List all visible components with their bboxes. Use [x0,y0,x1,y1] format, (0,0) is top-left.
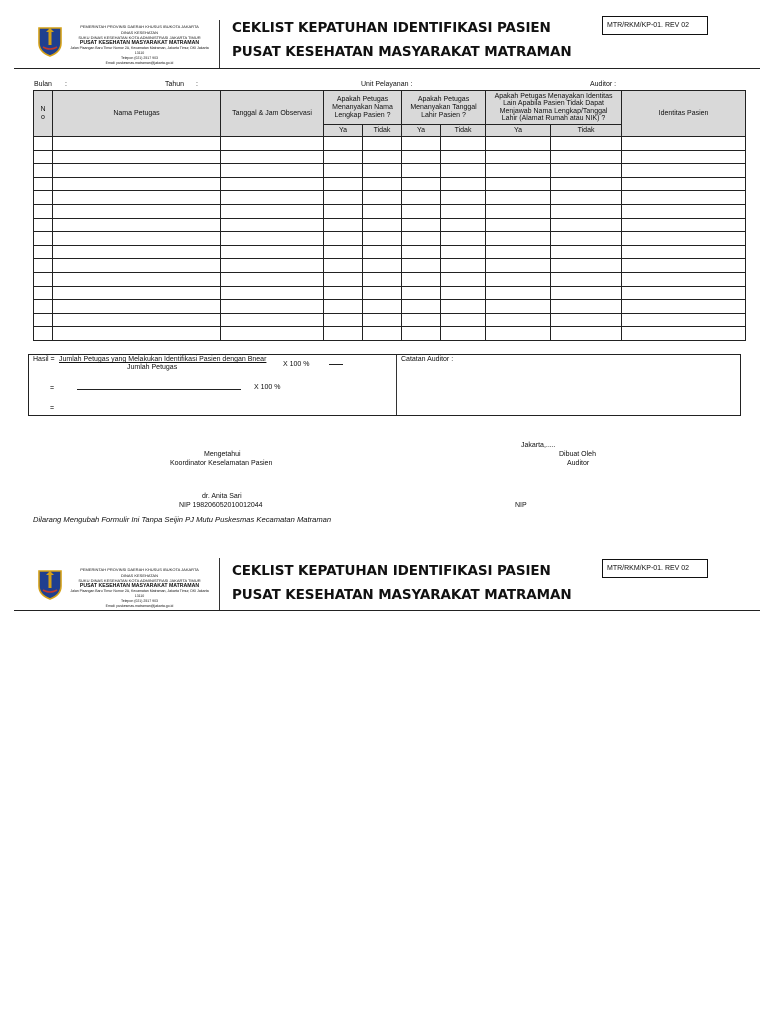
table-cell[interactable] [324,150,363,164]
table-row [34,177,746,191]
col-no-header: N o [34,91,53,137]
form-subtitle: PUSAT KESEHATAN MASYARAKAT MATRAMAN [232,44,572,60]
header-rule [14,610,760,611]
table-cell[interactable] [486,313,551,327]
doc-code: MTR/RKM/KP-01. REV 02 [602,16,708,35]
table-cell[interactable] [34,218,53,232]
table-cell[interactable] [324,164,363,178]
table-cell[interactable] [622,272,746,286]
x100-label-1: X 100 % [283,361,310,368]
table-cell[interactable] [402,204,441,218]
table-cell[interactable] [486,259,551,273]
col-tanggal-header: Tanggal & Jam Observasi [221,91,324,137]
table-cell[interactable] [551,300,622,314]
logo-block [12,565,210,613]
table-cell[interactable] [486,272,551,286]
q2-tidak: Tidak [441,125,486,137]
table-cell[interactable] [622,218,746,232]
table-cell[interactable] [363,327,402,341]
logo-phone: Telepon (021) 2517 903 [121,599,158,604]
table-cell[interactable] [34,164,53,178]
q3-header: Apakah Petugas Menayakan Identitas Lain Apabila Pasien Tidak Dapat Menjawab Nama Lengkap/Tanggal Lahir (Alamat Rumah atau NIK) ? [486,91,622,125]
table-row [34,164,746,178]
logo-text [67,567,212,609]
table-cell[interactable] [363,232,402,246]
table-cell[interactable] [34,286,53,300]
table-cell[interactable] [363,300,402,314]
bulan-label: Bulan [34,81,52,88]
dibuat-label: Dibuat Oleh [559,451,596,458]
table-cell[interactable] [486,245,551,259]
table-cell[interactable] [363,177,402,191]
table-row [34,259,746,273]
table-cell[interactable] [53,191,221,205]
logo-line: PEMERINTAH PROVINSI DAERAH KHUSUS IBUKOTA JAKARTA [80,24,199,29]
table-cell[interactable] [622,137,746,151]
table-cell[interactable] [402,272,441,286]
hasil-label: Hasil = [33,356,55,363]
table-cell[interactable] [34,204,53,218]
eq-sign-2: = [50,405,55,412]
q3-ya: Ya [486,125,551,137]
q2-ya: Ya [402,125,441,137]
table-cell[interactable] [402,286,441,300]
table-cell[interactable] [486,137,551,151]
table-cell[interactable] [324,137,363,151]
table-cell[interactable] [551,204,622,218]
table-cell[interactable] [324,272,363,286]
logo-text [67,24,212,66]
table-cell[interactable] [402,164,441,178]
table-cell[interactable] [622,204,746,218]
table-cell[interactable] [402,191,441,205]
table-cell[interactable] [34,191,53,205]
table-cell[interactable] [486,218,551,232]
table-cell[interactable] [34,327,53,341]
table-cell[interactable] [486,191,551,205]
table-cell[interactable] [441,150,486,164]
table-cell[interactable] [486,150,551,164]
table-cell[interactable] [53,300,221,314]
table-cell[interactable] [441,245,486,259]
table-row [34,137,746,151]
table-cell[interactable] [221,232,324,246]
table-cell[interactable] [622,245,746,259]
table-cell[interactable] [551,286,622,300]
header-divider [219,558,220,610]
table-cell[interactable] [486,300,551,314]
letterhead-top [0,0,768,70]
table-cell[interactable] [486,286,551,300]
letterhead-bottom [0,540,768,612]
table-cell[interactable] [221,191,324,205]
table-cell[interactable] [441,177,486,191]
q2-header: Apakah Petugas Menanyakan Tanggal Lahir Pasien ? [402,91,486,125]
table-cell[interactable] [441,191,486,205]
table-cell[interactable] [441,259,486,273]
table-cell[interactable] [34,300,53,314]
table-cell[interactable] [221,177,324,191]
table-cell[interactable] [53,286,221,300]
table-cell[interactable] [221,245,324,259]
table-cell[interactable] [324,218,363,232]
table-cell[interactable] [622,232,746,246]
table-cell[interactable] [622,259,746,273]
table-cell[interactable] [486,232,551,246]
table-cell[interactable] [402,259,441,273]
table-cell[interactable] [363,150,402,164]
table-row [34,327,746,341]
table-cell[interactable] [34,137,53,151]
table-cell[interactable] [34,313,53,327]
tahun-label: Tahun [165,81,185,88]
table-cell[interactable] [402,232,441,246]
table-cell[interactable] [622,191,746,205]
table-cell[interactable] [402,245,441,259]
table-cell[interactable] [324,245,363,259]
table-cell[interactable] [53,177,221,191]
table-cell[interactable] [551,245,622,259]
auditor-label: Auditor : [590,81,617,88]
table-cell[interactable] [441,164,486,178]
table-cell[interactable] [363,191,402,205]
jakarta-emblem-icon [37,25,63,57]
table-cell[interactable] [486,177,551,191]
table-cell[interactable] [402,327,441,341]
jakarta-emblem-icon [37,568,63,600]
table-cell[interactable] [221,286,324,300]
table-cell[interactable] [486,327,551,341]
table-cell[interactable] [53,150,221,164]
table-cell[interactable] [221,164,324,178]
numerator-label: Jumlah Petugas yang Melakukan Identifikasi Pasien dengan Bnear [59,356,267,363]
table-cell[interactable] [53,137,221,151]
table-cell[interactable] [551,164,622,178]
table-cell[interactable] [402,300,441,314]
table-cell[interactable] [53,245,221,259]
table-row [34,300,746,314]
table-cell[interactable] [34,245,53,259]
table-cell[interactable] [441,137,486,151]
logo-line: DINAS KESEHATAN [121,572,158,578]
unit-label: Unit Pelayanan : [361,81,413,88]
table-row [34,272,746,286]
table-cell[interactable] [622,313,746,327]
table-cell[interactable] [551,150,622,164]
logo-email: Email: puskesmas.matraman@jakarta.go.id [105,61,174,66]
table-cell[interactable] [221,259,324,273]
table-body [34,137,746,341]
table-cell[interactable] [441,204,486,218]
table-cell[interactable] [53,232,221,246]
table-cell[interactable] [441,218,486,232]
table-cell[interactable] [622,286,746,300]
results-dash [329,364,343,365]
table-cell[interactable] [34,177,53,191]
table-cell[interactable] [53,313,221,327]
table-cell[interactable] [221,204,324,218]
table-cell[interactable] [324,177,363,191]
fraction-line [77,389,241,390]
doc-code: MTR/RKM/KP-01. REV 02 [602,559,708,578]
table-cell[interactable] [363,259,402,273]
denominator-label: Jumlah Petugas [127,364,178,371]
table-cell[interactable] [402,177,441,191]
logo-address: Jalan Pisangan Baru Timur Nomor 2A, Kecamatan Matraman, Jakarta Timur, DKI Jakarta 13110 [70,46,209,56]
table-cell[interactable] [221,272,324,286]
table-cell[interactable] [34,272,53,286]
header-rule [14,68,760,69]
table-cell[interactable] [551,272,622,286]
q1-ya: Ya [324,125,363,137]
table-cell[interactable] [402,218,441,232]
table-cell[interactable] [324,313,363,327]
table-cell[interactable] [221,327,324,341]
logo-org-name: PUSAT KESEHATAN MASYARAKAT MATRAMAN [79,39,200,46]
table-cell[interactable] [53,327,221,341]
table-cell[interactable] [441,327,486,341]
table-cell[interactable] [34,259,53,273]
table-cell[interactable] [363,137,402,151]
table-cell[interactable] [363,164,402,178]
results-box [28,354,741,416]
table-row [34,245,746,259]
table-cell[interactable] [441,232,486,246]
table-cell[interactable] [363,272,402,286]
table-cell[interactable] [53,272,221,286]
table-cell[interactable] [441,272,486,286]
table-cell[interactable] [551,177,622,191]
col-nama-header: Nama Petugas [53,91,221,137]
table-cell[interactable] [324,191,363,205]
signer-name: dr. Anita Sari [202,493,242,500]
table-cell[interactable] [324,300,363,314]
results-divider [396,355,397,415]
table-cell[interactable] [441,313,486,327]
bulan-colon: : [65,81,67,88]
table-cell[interactable] [324,204,363,218]
table-cell[interactable] [53,218,221,232]
table-row [34,150,746,164]
logo-phone: Telepon (021) 2517 903 [121,56,158,61]
x100-label-2: X 100 % [254,384,281,391]
logo-line: SUKU DINAS KESEHATAN KOTA ADMINISTRASI JAKARTA TIMUR [78,35,201,41]
table-cell[interactable] [551,313,622,327]
table-cell[interactable] [402,137,441,151]
table-cell[interactable] [402,150,441,164]
table-cell[interactable] [551,218,622,232]
table-cell[interactable] [622,300,746,314]
jakarta-date: Jakarta,..... [521,442,556,449]
table-row [34,204,746,218]
eq-sign-1: = [50,385,55,392]
table-cell[interactable] [441,300,486,314]
col-identitas-header: Identitas Pasien [622,91,746,137]
table-row [34,232,746,246]
auditor-sign-label: Auditor [567,460,590,467]
logo-line: SUKU DINAS KESEHATAN KOTA ADMINISTRASI JAKARTA TIMUR [78,578,201,584]
table-cell[interactable] [34,232,53,246]
table-cell[interactable] [622,150,746,164]
koordinator-label: Koordinator Keselamatan Pasien [170,460,273,467]
table-cell[interactable] [486,164,551,178]
logo-line: PEMERINTAH PROVINSI DAERAH KHUSUS IBUKOTA JAKARTA [80,567,199,572]
logo-block [12,22,210,70]
table-cell[interactable] [221,150,324,164]
footer-note: Dilarang Mengubah Formulir Ini Tanpa Seijin PJ Mutu Puskesmas Kecamatan Matraman [33,515,332,524]
logo-address: Jalan Pisangan Baru Timur Nomor 2A, Kecamatan Matraman, Jakarta Timur, DKI Jakarta 13110 [70,589,209,599]
auditor-nip: NIP [515,502,527,509]
logo-line: DINAS KESEHATAN [121,29,158,35]
table-cell[interactable] [34,150,53,164]
table-cell[interactable] [363,218,402,232]
catatan-label: Catatan Auditor : [401,356,454,363]
table-cell[interactable] [363,286,402,300]
table-cell[interactable] [221,218,324,232]
table-cell[interactable] [324,286,363,300]
table-cell[interactable] [551,259,622,273]
table-cell[interactable] [441,286,486,300]
table-cell[interactable] [363,313,402,327]
checklist-table [33,90,746,341]
table-cell[interactable] [622,164,746,178]
table-row [34,218,746,232]
q3-tidak: Tidak [551,125,622,137]
table-cell[interactable] [53,259,221,273]
table-cell[interactable] [551,191,622,205]
header-divider [219,20,220,68]
logo-org-name: PUSAT KESEHATAN MASYARAKAT MATRAMAN [79,582,200,589]
table-cell[interactable] [622,177,746,191]
table-cell[interactable] [551,232,622,246]
table-cell[interactable] [402,313,441,327]
form-title: CEKLIST KEPATUHAN IDENTIFIKASI PASIEN [232,563,551,579]
table-cell[interactable] [221,137,324,151]
table-cell[interactable] [324,259,363,273]
table-cell[interactable] [622,327,746,341]
table-cell[interactable] [221,300,324,314]
table-cell[interactable] [363,204,402,218]
table-cell[interactable] [53,164,221,178]
form-subtitle: PUSAT KESEHATAN MASYARAKAT MATRAMAN [232,587,572,603]
form-title: CEKLIST KEPATUHAN IDENTIFIKASI PASIEN [232,20,551,36]
table-cell[interactable] [551,137,622,151]
q1-header: Apakah Petugas Menanyakan Nama Lengkap Pasien ? [324,91,402,125]
signer-nip: NIP 198206052010012044 [179,502,263,509]
table-cell[interactable] [324,232,363,246]
q1-tidak: Tidak [363,125,402,137]
table-cell[interactable] [324,327,363,341]
table-cell[interactable] [486,204,551,218]
table-cell[interactable] [363,245,402,259]
logo-email: Email: puskesmas.matraman@jakarta.go.id [105,604,174,609]
table-row [34,286,746,300]
table-cell[interactable] [53,204,221,218]
tahun-colon: : [196,81,198,88]
table-row [34,313,746,327]
mengetahui-label: Mengetahui [204,451,241,458]
table-cell[interactable] [221,313,324,327]
table-row [34,191,746,205]
table-cell[interactable] [551,327,622,341]
